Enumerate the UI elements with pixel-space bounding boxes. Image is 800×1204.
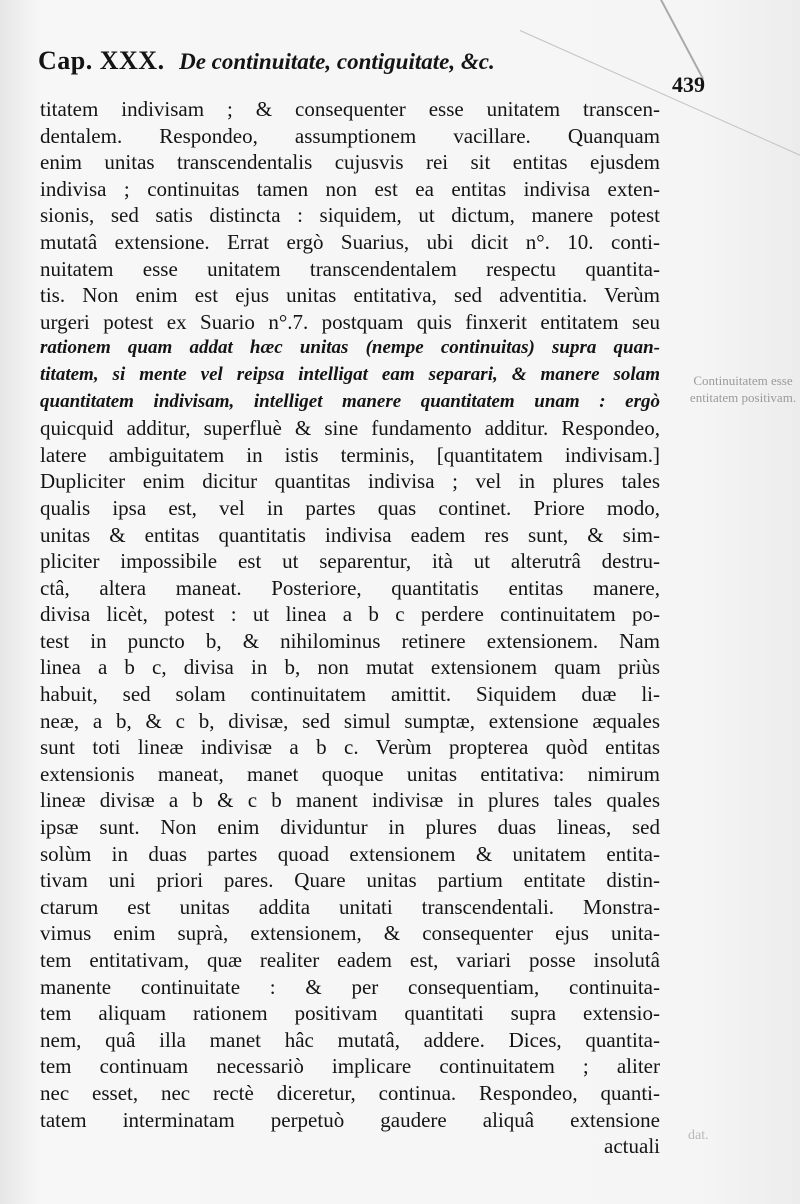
bleed-through-text: dat. <box>688 1128 709 1143</box>
text-line: titatem indivisam ; & consequenter esse unitatem transcen- <box>40 97 660 121</box>
text-line: tivam uni priori pares. Quare unitas partium entitate distin- <box>40 868 660 893</box>
text-line: nem, quâ illa manet hâc mutatâ, addere. Dices, quantita- <box>40 1027 660 1052</box>
text-line: vimus enim suprà, extensionem, & consequenter ejus unita- <box>40 921 660 946</box>
text-line: ctâ, altera maneat. Posteriore, quantitatis entitas manere, <box>40 575 660 600</box>
text-line: quicquid additur, superfluè & sine fundamento additur. Respondeo, <box>40 416 660 441</box>
text-line: actuali <box>604 1134 660 1159</box>
body-text <box>40 96 660 1160</box>
text-line: tem continuam necessariò implicare continuitatem ; aliter <box>40 1054 660 1079</box>
text-line: tem entitativam, quæ realiter eadem est, variari posse insolutâ <box>40 948 660 972</box>
text-line: sunt toti lineæ indivisæ a b c. Verùm propterea quòd entitas <box>40 735 660 760</box>
text-line: rationem quam addat hæc unitas (nempe continuitas) supra quan- <box>40 337 660 359</box>
text-line: titatem, si mente vel reipsa intelligat eam separari, & manere solam <box>40 363 660 385</box>
text-line: urgeri potest ex Suario n°.7. postquam quis finxerit entitatem seu <box>40 309 660 334</box>
text-line: ipsæ sunt. Non enim dividuntur in plures duas lineas, sed <box>40 815 660 840</box>
text-line: enim unitas transcendentalis cujusvis rei sit entitas ejusdem <box>40 150 660 175</box>
text-line: latere ambiguitatem in istis terminis, [quantitatem indivisam.] <box>40 442 660 467</box>
text-line: solùm in duas partes quoad extensionem & unitatem entita- <box>40 841 660 866</box>
text-line: pliciter impossibile est ut separentur, ità ut alterutrâ destru- <box>40 549 660 574</box>
text-line: indivisa ; continuitas tamen non est ea entitas indivisa exten- <box>40 176 660 201</box>
text-line: unitas & entitas quantitatis indivisa eadem res sunt, & sim- <box>40 522 660 547</box>
text-line: tis. Non enim est ejus unitas entitativa, sed adventitia. Verùm <box>40 283 660 308</box>
text-line: lineæ divisæ a b & c b manent indivisæ in plures tales quales <box>40 788 660 813</box>
text-line: qualis ipsa est, vel in partes quas continet. Priore modo, <box>40 495 660 520</box>
text-line: test in puncto b, & nihilominus retinere extensionem. Nam <box>40 628 660 653</box>
text-line: nec esset, nec rectè diceretur, continua. Respondeo, quanti- <box>40 1080 660 1105</box>
page-number: 439 <box>672 72 705 97</box>
text-line: dentalem. Respondeo, assumptionem vacillare. Quanquam <box>40 123 660 148</box>
text-line: tem aliquam rationem positivam quantitati supra extensio- <box>40 1001 660 1026</box>
running-header <box>38 46 738 86</box>
chapter-title: De continuitate, contiguitate, &c. <box>179 49 495 74</box>
text-line: divisa licèt, potest : ut linea a b c perdere continuitatem po- <box>40 602 660 627</box>
text-line: nuitatem esse unitatem transcendentalem respectu quantita- <box>40 256 660 281</box>
text-line: manente continuitate : & per consequentiam, continuita- <box>40 974 660 999</box>
text-line: linea a b c, divisa in b, non mutat extensionem quam priùs <box>40 655 660 680</box>
text-line: sionis, sed satis distincta : siquidem, ut dictum, manere potest <box>40 203 660 228</box>
text-line: tatem interminatam perpetuò gaudere aliquâ extensione <box>40 1107 660 1132</box>
text-line: extensionis maneat, manet quoque unitas entitativa: nimirum <box>40 761 660 786</box>
text-line: neæ, a b, & c b, divisæ, sed simul sumptæ, extensione æquales <box>40 708 660 733</box>
text-line: Dupliciter enim dicitur quantitas indivisa ; vel in plures tales <box>40 469 660 494</box>
text-line: quantitatem indivisam, intelliget manere quantitatem unam : ergò <box>40 390 660 412</box>
text-line: ctarum est unitas addita unitati transcendentali. Monstra- <box>40 894 660 919</box>
margin-note: Continuitatem esse entitatem positivam. <box>689 373 797 405</box>
text-line: mutatâ extensione. Errat ergò Suarius, ubi dicit n°. 10. conti- <box>40 229 660 254</box>
text-line: habuit, sed solam continuitatem amittit. Siquidem duæ li- <box>40 682 660 707</box>
chapter-label: Cap. XXX. <box>38 46 165 75</box>
